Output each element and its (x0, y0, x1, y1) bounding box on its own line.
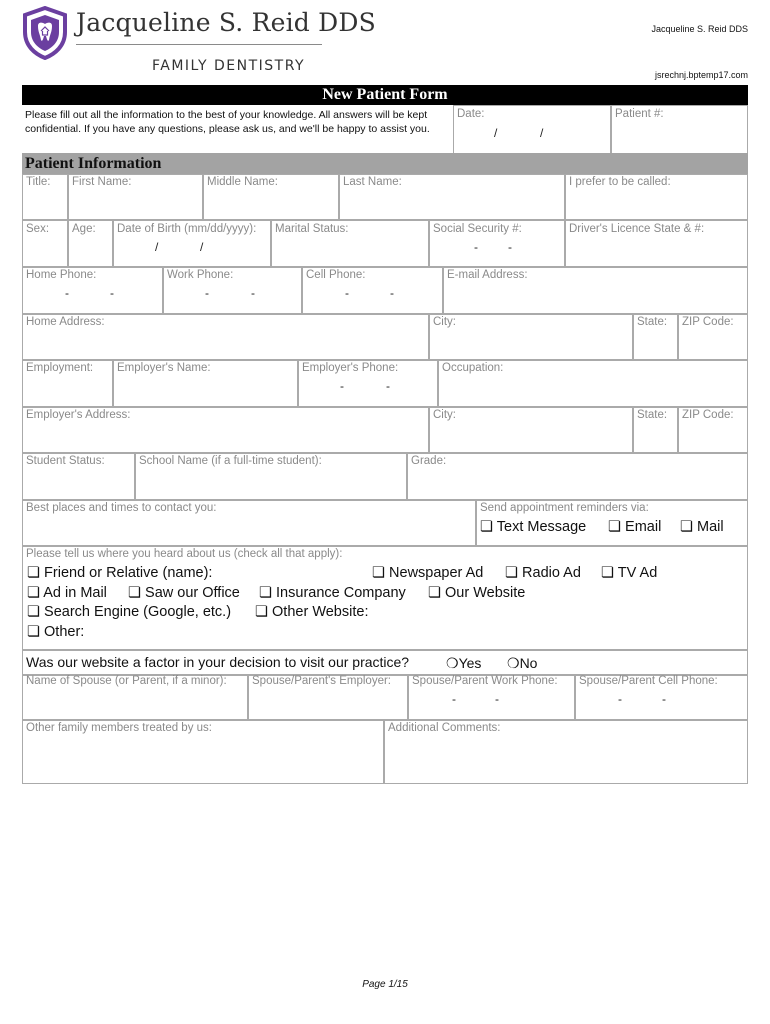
sex-label: Sex: (26, 223, 50, 235)
home-city-field[interactable] (429, 314, 633, 360)
spouse-name-label: Name of Spouse (or Parent, if a minor): (26, 675, 227, 687)
email-label: E-mail Address: (447, 269, 528, 281)
employer-city-label: City: (433, 409, 456, 421)
comments-label: Additional Comments: (388, 722, 501, 734)
checkbox-icon[interactable]: ❏ (428, 585, 441, 601)
home-state-label: State: (637, 316, 668, 328)
checkbox-icon[interactable]: ❏ (505, 565, 518, 581)
employer-phone-label: Employer's Phone: (302, 362, 399, 374)
employer-phone-dash-2: - (386, 379, 390, 393)
checkbox-icon[interactable]: ❏ (27, 624, 40, 640)
referral-website-option[interactable]: ❏ Our Website (428, 585, 526, 601)
spouse-employer-label: Spouse/Parent's Employer: (252, 675, 391, 687)
checkbox-icon[interactable]: ❏ (480, 519, 493, 535)
reminder-mail-option[interactable]: ❏ Mail (680, 519, 724, 535)
marital-status-label: Marital Status: (275, 223, 349, 235)
employer-city-field[interactable] (429, 407, 633, 453)
dob-slash-2: / (200, 240, 204, 254)
employer-phone-dash-1: - (340, 379, 344, 393)
referral-other-option[interactable]: ❏ Other: (27, 624, 85, 640)
date-label: Date: (457, 108, 485, 120)
ssn-label: Social Security #: (433, 223, 522, 235)
brand-divider (76, 44, 322, 45)
age-label: Age: (72, 223, 96, 235)
referral-insurance-option[interactable]: ❏ Insurance Company (259, 585, 406, 601)
title-label: Title: (26, 176, 51, 188)
middle-name-label: Middle Name: (207, 176, 278, 188)
spouse-cell-phone-dash-1: - (618, 692, 622, 706)
referral-mail-option[interactable]: ❏ Ad in Mail (27, 585, 107, 601)
dob-label: Date of Birth (mm/dd/yyyy): (117, 223, 257, 235)
employer-address-label: Employer's Address: (26, 409, 131, 421)
home-phone-dash-1: - (65, 286, 69, 300)
checkbox-icon[interactable]: ❏ (608, 519, 621, 535)
home-address-label: Home Address: (26, 316, 105, 328)
website-yes-option[interactable]: ❍Yes (446, 655, 482, 671)
date-slash-2: / (540, 126, 544, 140)
home-zip-label: ZIP Code: (682, 316, 734, 328)
employment-label: Employment: (26, 362, 94, 374)
tooth-shield-logo-icon (22, 6, 68, 60)
radio-icon[interactable]: ❍ (446, 655, 459, 671)
checkbox-icon[interactable]: ❏ (255, 604, 268, 620)
grade-field[interactable] (407, 453, 748, 500)
ssn-dash-1: - (474, 240, 478, 254)
date-slash-1: / (494, 126, 498, 140)
referral-radio-option[interactable]: ❏ Radio Ad (505, 565, 581, 581)
home-city-label: City: (433, 316, 456, 328)
family-members-label: Other family members treated by us: (26, 722, 212, 734)
top-right-name: Jacqueline S. Reid DDS (651, 24, 748, 34)
form-title: New Patient Form (22, 85, 748, 105)
practice-subtitle: FAMILY DENTISTRY (152, 58, 306, 74)
last-name-label: Last Name: (343, 176, 402, 188)
spouse-work-phone-label: Spouse/Parent Work Phone: (412, 675, 558, 687)
employer-name-label: Employer's Name: (117, 362, 211, 374)
checkbox-icon[interactable]: ❏ (128, 585, 141, 601)
website-no-option[interactable]: ❍No (507, 655, 538, 671)
checkbox-icon[interactable]: ❏ (27, 565, 40, 581)
referral-friend-option[interactable]: ❏ Friend or Relative (name): (27, 565, 213, 581)
work-phone-label: Work Phone: (167, 269, 234, 281)
reminders-label: Send appointment reminders via: (480, 502, 649, 514)
employer-zip-label: ZIP Code: (682, 409, 734, 421)
preferred-name-label: I prefer to be called: (569, 176, 671, 188)
referral-tv-option[interactable]: ❏ TV Ad (601, 565, 658, 581)
checkbox-icon[interactable]: ❏ (27, 585, 40, 601)
form-intro: Please fill out all the information to the best of your knowledge. All answers will be kept confidential. If you have any questions, please ask us, and we'll be happy to assist you. (25, 109, 430, 135)
occupation-label: Occupation: (442, 362, 504, 374)
work-phone-dash-1: - (205, 286, 209, 300)
cell-phone-label: Cell Phone: (306, 269, 366, 281)
checkbox-icon[interactable]: ❏ (27, 604, 40, 620)
website-question: Was our website a factor in your decision to visit our practice? (26, 654, 410, 670)
license-label: Driver's Licence State & #: (569, 223, 705, 235)
contact-times-label: Best places and times to contact you: (26, 502, 217, 514)
cell-phone-dash-1: - (345, 286, 349, 300)
referral-search-option[interactable]: ❏ Search Engine (Google, etc.) (27, 604, 232, 620)
spouse-work-phone-dash-1: - (452, 692, 456, 706)
patient-number-label: Patient #: (615, 108, 664, 120)
practice-name: Jacqueline S. Reid DDS (76, 8, 376, 37)
work-phone-dash-2: - (251, 286, 255, 300)
first-name-label: First Name: (72, 176, 132, 188)
grade-label: Grade: (411, 455, 447, 467)
radio-icon[interactable]: ❍ (507, 655, 520, 671)
ssn-dash-2: - (508, 240, 512, 254)
spouse-cell-phone-dash-2: - (662, 692, 666, 706)
referral-label: Please tell us where you heard about us (check all that apply): (26, 548, 343, 560)
checkbox-icon[interactable]: ❏ (372, 565, 385, 581)
checkbox-icon[interactable]: ❏ (601, 565, 614, 581)
page-number: Page 1/15 (362, 979, 408, 990)
spouse-cell-phone-label: Spouse/Parent Cell Phone: (579, 675, 718, 687)
home-phone-dash-2: - (110, 286, 114, 300)
reminder-email-option[interactable]: ❏ Email (608, 519, 662, 535)
referral-other-website-option[interactable]: ❏ Other Website: (255, 604, 369, 620)
reminder-text-option[interactable]: ❏ Text Message (480, 519, 587, 535)
employer-state-label: State: (637, 409, 668, 421)
dob-slash-1: / (155, 240, 159, 254)
home-phone-label: Home Phone: (26, 269, 97, 281)
checkbox-icon[interactable]: ❏ (259, 585, 272, 601)
checkbox-icon[interactable]: ❏ (680, 519, 693, 535)
student-status-label: Student Status: (26, 455, 105, 467)
referral-office-option[interactable]: ❏ Saw our Office (128, 585, 240, 601)
school-name-label: School Name (if a full-time student): (139, 455, 322, 467)
cell-phone-dash-2: - (390, 286, 394, 300)
top-right-id: jsrechnj.bptemp17.com (654, 70, 748, 80)
spouse-work-phone-dash-2: - (495, 692, 499, 706)
referral-newspaper-option[interactable]: ❏ Newspaper Ad (372, 565, 484, 581)
section-patient-information: Patient Information (22, 153, 748, 174)
